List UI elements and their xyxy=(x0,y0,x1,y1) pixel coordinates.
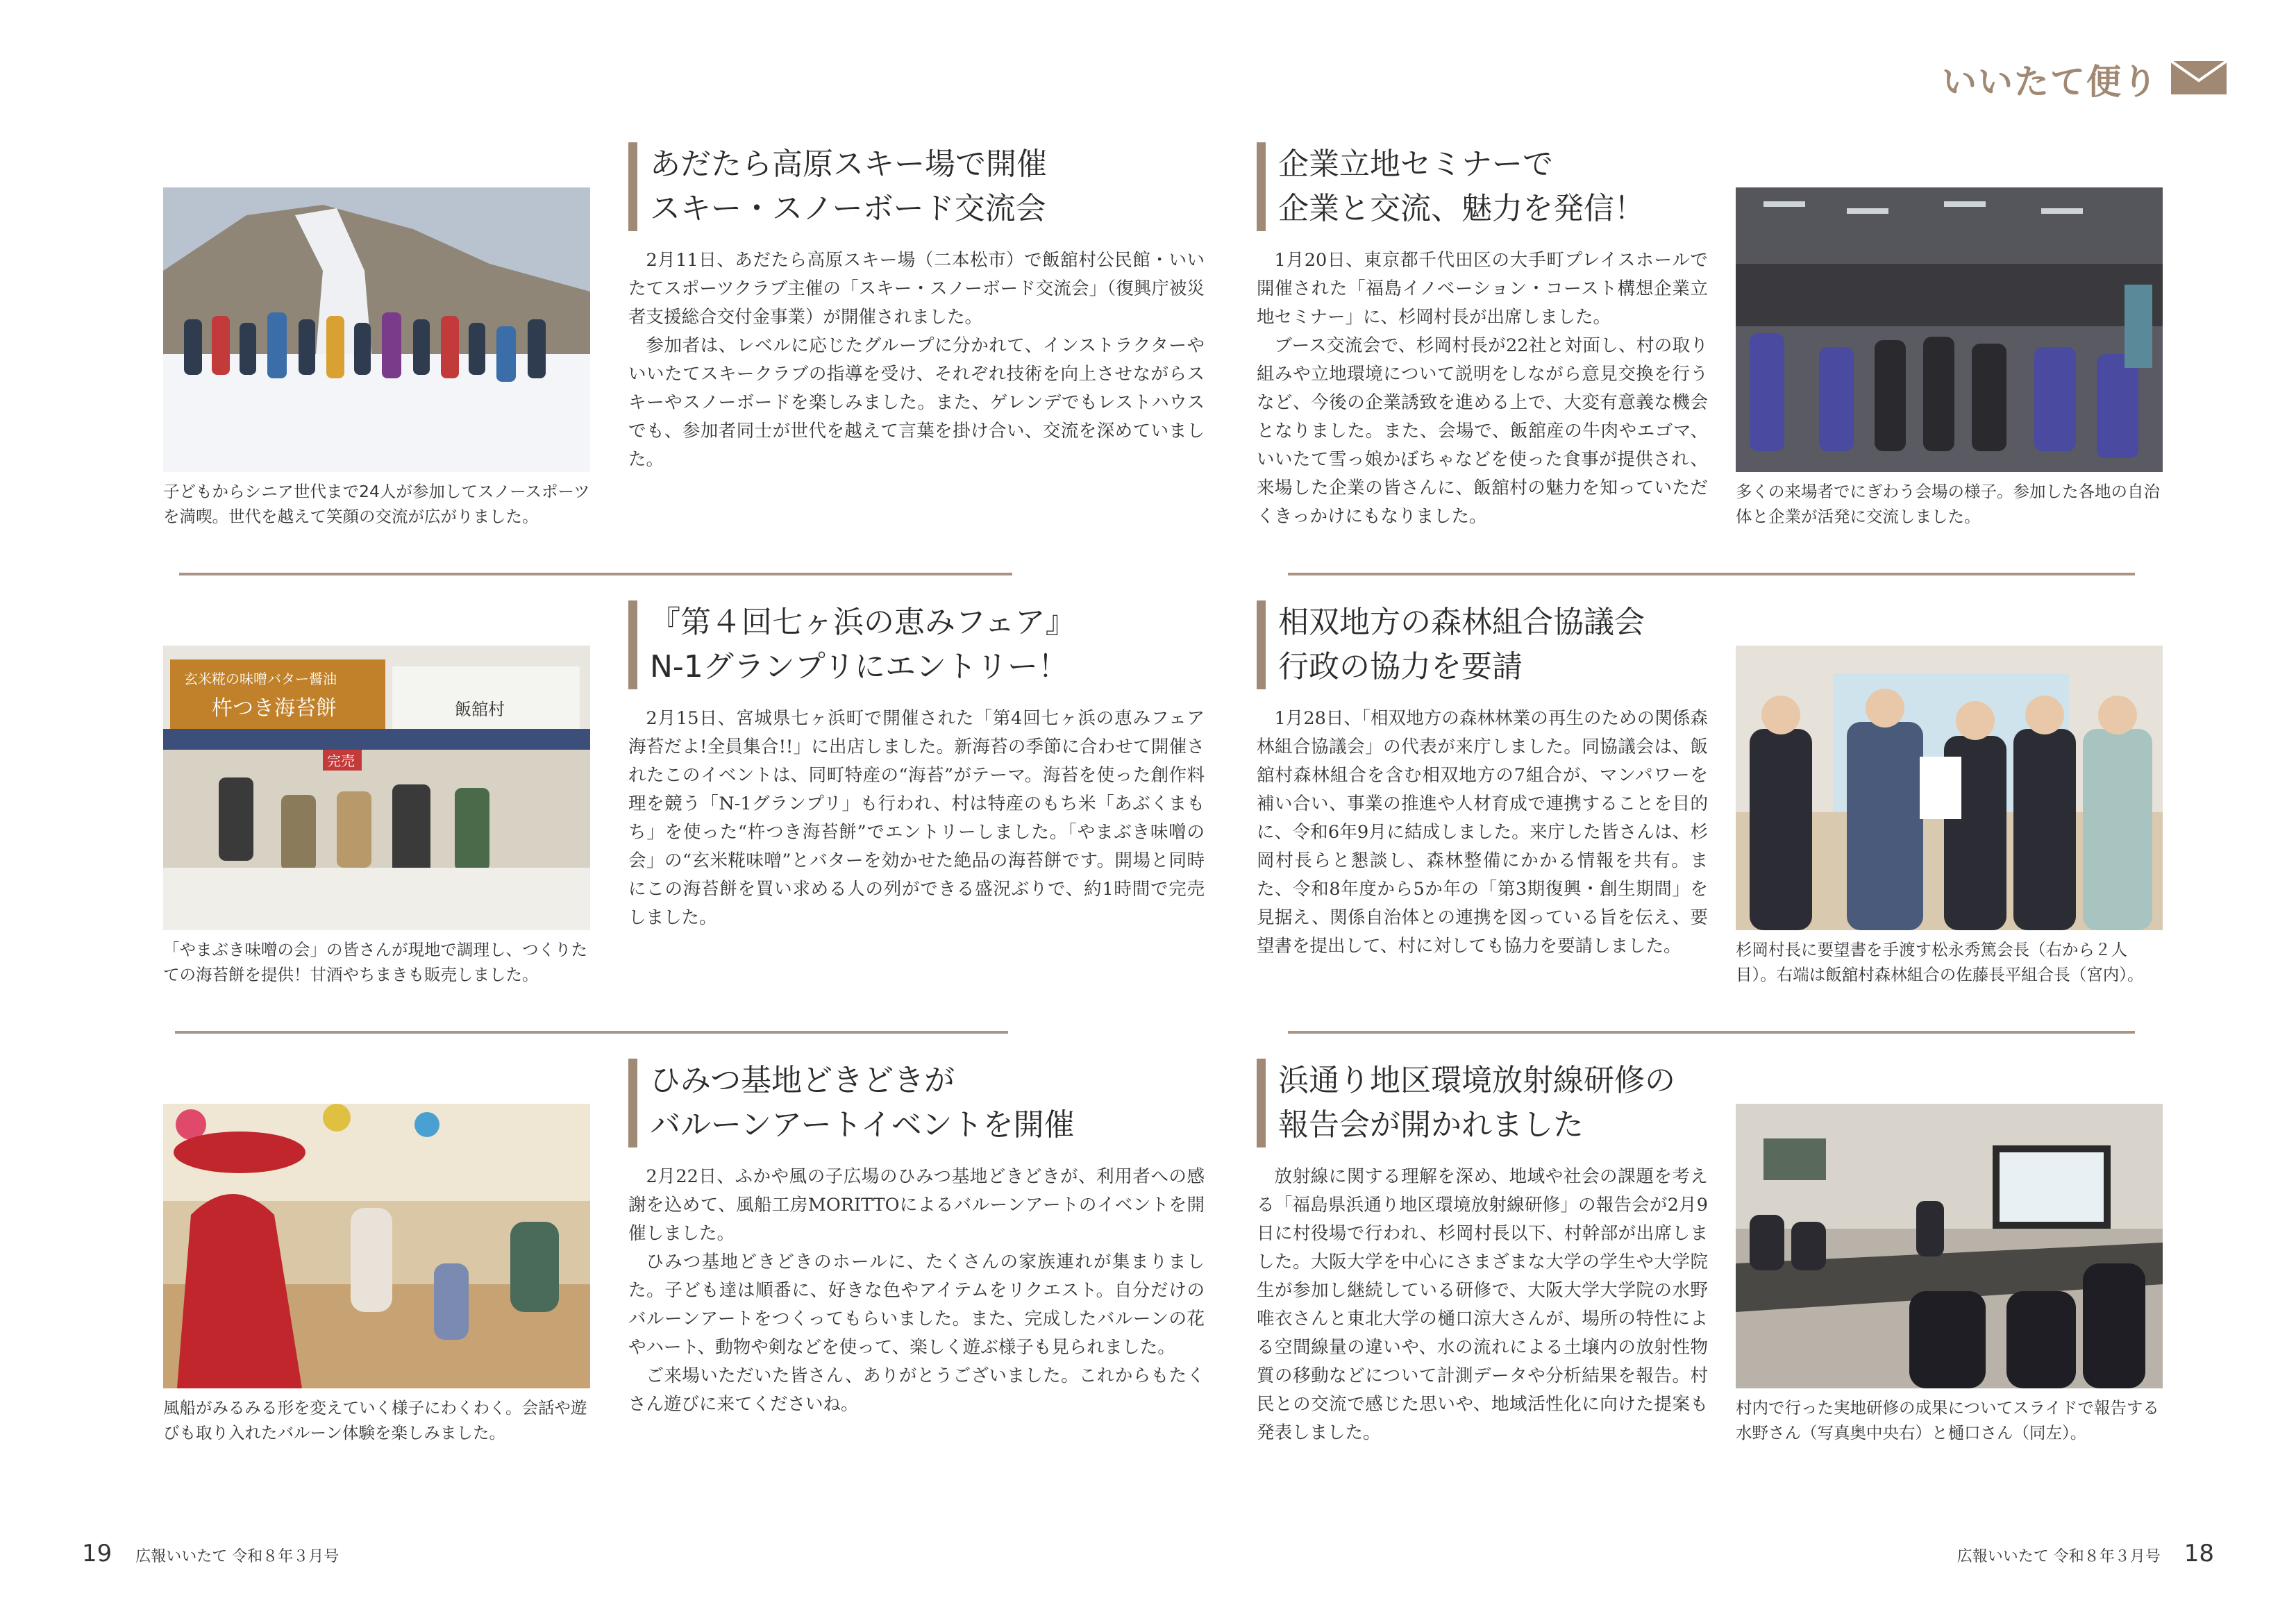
section-divider xyxy=(1288,573,2135,575)
photo-caption: 子どもからシニア世代まで24人が参加してスノースポーツを満喫。世代を越えて笑顔の交流が広がりました。 xyxy=(163,482,590,526)
photo-report-meeting xyxy=(1736,1104,2163,1388)
paragraph: 1月20日、東京都千代田区の大手町プレイスホールで開催された「福島イノベーション・コースト構想企業立地セミナー」に、杉岡村長が出席しました。 xyxy=(1257,250,1708,328)
publication-label-right: 広報いいたて 令和８年３月号 xyxy=(1956,1548,2161,1565)
article-ski-exchange xyxy=(163,142,1205,573)
title-line-1: あだたら高原スキー場で開催 xyxy=(650,146,1047,182)
paragraph: 放射線に関する理解を深め、地域や社会の課題を考える「福島県浜通り地区環境放射線研修」の報告会が2月9日に村役場で行われ、杉岡村長以下、村幹部が出席しました。大阪大学を中心にさまざまな大学の学生や大学院生が参加し継続している研修で、大阪大学大学院の水野唯衣さんと東北大学の樋口涼大さんが、場所の特性による空間線量の違いや、水の流れによる土壌内の放射性物質の移動などについて計測データや分析結果を報告。村民との交流で感じた思いや、地域活性化に向けた提案も発表しました。 xyxy=(1257,1166,1708,1443)
paragraph: ひみつ基地どきどきのホールに、たくさんの家族連れが集まりました。子ども達は順番に、好きな色やアイテムをリクエスト。自分だけのバルーンアートをつくってもらいました。また、完成したバルーンの花やハート、動物や剣などを使って、楽しく遊ぶ様子も見られました。 xyxy=(628,1252,1205,1358)
article-forestry-council xyxy=(1257,600,2296,1031)
article-title xyxy=(628,600,1226,689)
title-line-2: スキー・スノーボード交流会 xyxy=(650,191,1046,226)
photo-petition-handover xyxy=(1736,646,2163,930)
photo-caption: 村内で行った実地研修の成果についてスライドで報告する水野さん（写真奥中央右）と樋口さん（同左）。 xyxy=(1736,1398,2159,1443)
title-line-2: 報告会が開かれました xyxy=(1278,1107,1584,1143)
article-body xyxy=(1257,705,1708,961)
title-line-1: 浜通り地区環境放射線研修の xyxy=(1278,1063,1675,1098)
corner-title: いいたて便り xyxy=(1942,62,2159,102)
paragraph: 参加者は、レベルに応じたグループに分かれて、インストラクターやいいたてスキークラブの指導を受け、それぞれ技術を向上させながらスキーやスノーボードを楽しみました。また、ゲレンデでもレストハウスでも、参加者同士が世代を越えて言葉を掛け合い、交流を深めていました。 xyxy=(628,335,1205,470)
paragraph: 2月15日、宮城県七ヶ浜町で開催された「第4回七ヶ浜の恵みフェア 海苔だよ!全員集合!!」に出店しました。新海苔の季節に合わせて開催されたこのイベントは、同町特産の“海苔”がテーマ。海苔を使った創作料理を競う「N-1グランプリ」も行われ、村は特産のもち米「あぶくまもち」を使った“杵つき海苔餅”でエントリーしました。「やまぶき味噌の会」の“玄米糀味噌”とバターを効かせた絶品の海苔餅です。開場と同時にこの海苔餅を買い求める人の列ができる盛況ぶりで、約1時間で完売しました。 xyxy=(628,708,1223,928)
title-line-2: 企業と交流、魅力を発信！ xyxy=(1278,191,1645,226)
article-balloon-art xyxy=(163,1059,1205,1489)
article-body xyxy=(628,246,1205,474)
paragraph: 2月22日、ふかや風の子広場のひみつ基地どきどきが、利用者への感謝を込めて、風船工房MORITTOによるバルーンアートのイベントを開催しました。 xyxy=(628,1166,1205,1244)
article-title xyxy=(628,1059,1226,1147)
envelope-icon xyxy=(2170,60,2228,99)
page-number-right: 18 xyxy=(2184,1540,2214,1567)
article-body xyxy=(1257,1163,1708,1447)
article-radiation-training xyxy=(1257,1059,2296,1489)
section-divider xyxy=(179,573,1012,575)
paragraph: ブース交流会で、杉岡村長が22社と対面し、村の取り組みや立地環境について説明をしながら意見交換を行うなど、今後の企業誘致を進める上で、大変有意義な機会となりました。また、会場で、飯舘産の牛肉やエゴマ、いいたて雪っ娘かぼちゃなどを使った食事が提供され、来場した企業の皆さんに、飯舘村の魅力を知っていただくきっかけにもなりました。 xyxy=(1257,335,1708,527)
page-number-left: 19 xyxy=(82,1540,112,1567)
sign-line-3: 飯舘村 xyxy=(455,700,505,719)
corner-header xyxy=(1942,54,2228,104)
sign-line-1: 玄米糀の味噌バター醤油 xyxy=(184,671,337,687)
article-body xyxy=(628,1163,1205,1419)
section-divider xyxy=(175,1031,1008,1034)
section-divider xyxy=(1288,1031,2135,1034)
title-line-2: 行政の協力を要請 xyxy=(1278,649,1523,684)
photo-caption: 風船がみるみる形を変えていく様子にわくわく。会話や遊びも取り入れたバルーン体験を楽しみました。 xyxy=(163,1398,587,1443)
photo-seminar-hall xyxy=(1736,187,2163,472)
photo-balloon-event xyxy=(163,1104,590,1388)
sign-line-2: 杵つき海苔餅 xyxy=(212,696,337,721)
article-body xyxy=(628,705,1223,932)
title-line-1: 相双地方の森林組合協議会 xyxy=(1278,605,1645,640)
photo-caption: 多くの来場者でにぎわう会場の様子。参加した各地の自治体と企業が活発に交流しました。 xyxy=(1736,482,2160,526)
title-line-2: バルーンアートイベントを開催 xyxy=(650,1107,1075,1143)
title-line-1: ひみつ基地どきどきが xyxy=(650,1063,955,1098)
footer-left xyxy=(82,1540,339,1567)
title-line-1: 『第４回七ヶ浜の恵みフェア』 xyxy=(650,605,1076,640)
title-line-2: N-1グランプリにエントリー！ xyxy=(650,649,1069,684)
photo-ski-group xyxy=(163,187,590,472)
paragraph: ご来場いただいた皆さん、ありがとうございました。これからもたくさん遊びに来てくださいね。 xyxy=(628,1365,1205,1415)
article-nori-fair xyxy=(163,600,1223,1031)
article-title xyxy=(628,142,1226,231)
photo-caption: 「やまぶき味噌の会」の皆さんが現地で調理し、つくりたての海苔餅を提供！甘酒やちまきも販売しました。 xyxy=(163,940,587,984)
publication-label-left: 広報いいたて 令和８年３月号 xyxy=(135,1548,340,1565)
photo-nori-booth xyxy=(163,646,590,930)
sign-sold-out: 完売 xyxy=(327,752,355,769)
article-body xyxy=(1257,246,1708,531)
article-company-seminar xyxy=(1257,142,2296,573)
photo-caption: 杉岡村長に要望書を手渡す松永秀篤会長（右から２人目）。右端は飯舘村森林組合の佐藤長平組合長（宮内）。 xyxy=(1736,940,2144,984)
title-line-1: 企業立地セミナーで xyxy=(1278,146,1553,182)
footer-right xyxy=(1957,1540,2214,1567)
paragraph: 2月11日、あだたら高原スキー場（二本松市）で飯舘村公民館・いいたてスポーツクラブ主催の「スキー・スノーボード交流会」（復興庁被災者支援総合交付金事業）が開催されました。 xyxy=(628,250,1205,328)
paragraph: 1月28日、「相双地方の森林林業の再生のための関係森林組合協議会」の代表が来庁しました。同協議会は、飯舘村森林組合を含む相双地方の7組合が、マンパワーを補い合い、事業の推進や人材育成で連携することを目的に、令和6年9月に結成しました。来庁した皆さんは、杉岡村長らと懇談し、森林整備にかかる情報を共有。また、令和8年度から5か年の「第3期復興・創生期間」を見据え、関係自治体との連携を図っている旨を伝え、要望書を提出して、村に対しても協力を要請しました。 xyxy=(1257,708,1708,957)
